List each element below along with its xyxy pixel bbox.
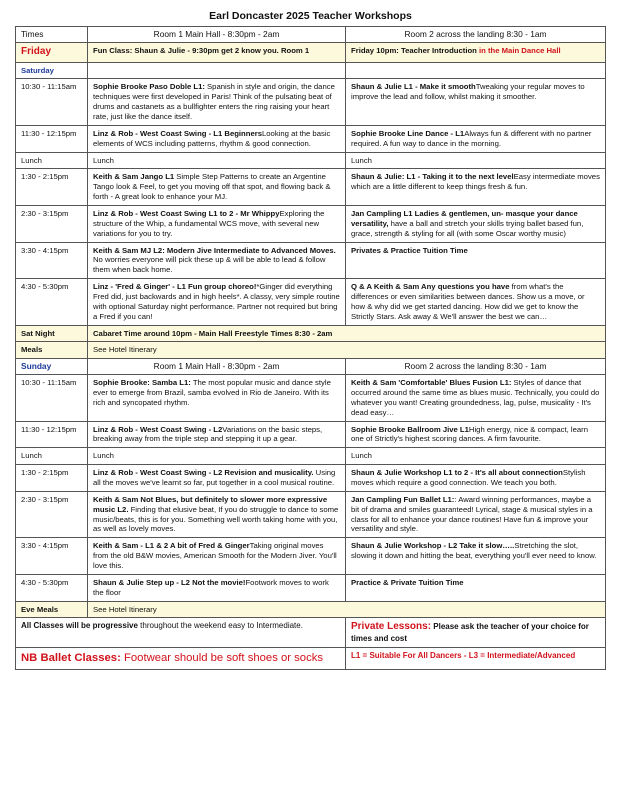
time-cell: 2:30 - 3:15pm (16, 206, 88, 243)
class-description: High energy, nice & compact, learn one of Strictly's highest scoring dances. A firm favourite. (351, 424, 588, 444)
sunday-slot-row (16, 574, 606, 601)
page-title: Earl Doncaster 2025 Teacher Workshops (209, 10, 412, 22)
class-title: Sophie Brooke: Samba L1: (93, 378, 191, 388)
class-description: Taking original moves from the old B&W movies, American Smooth for the Modern Jiver. You'll love this. (93, 541, 337, 570)
sat-night-text (88, 325, 606, 342)
saturday-slot-row (16, 206, 606, 243)
sunday-slot-row (16, 465, 606, 492)
class-title: Keith & Sam - L1 & 2 A bit of Fred & Ginger (93, 541, 250, 551)
saturday-slot-row (16, 125, 606, 152)
sunday-slot-row (16, 421, 606, 448)
class-title: Q & A Keith & Sam Any questions you have (351, 282, 510, 292)
room1-cell (88, 538, 346, 575)
footer-row-1 (16, 618, 606, 648)
class-title: Linz & Rob - West Coast Swing - L2 (93, 424, 223, 434)
progressive-note (16, 618, 346, 648)
room2-header: Room 2 across the landing 8:30 - 1am (346, 27, 606, 43)
room1-cell (88, 242, 346, 279)
time-cell: 2:30 - 3:15pm (16, 491, 88, 537)
room1-cell (88, 152, 346, 169)
class-title: Privates & Practice Tuition Time (351, 245, 468, 255)
room1-cell (88, 448, 346, 465)
class-description: : Award winning performances, maybe a bit of drama and smiles guaranteed! Lyrical, stage & musical styles in a class for all to enhance your dance routines! Have fun & improve your versatility and style. (351, 494, 593, 534)
saturday-label-text: Saturday (21, 65, 54, 75)
sunday-room1-header: Room 1 Main Hall - 8:30pm - 2am (88, 359, 346, 375)
class-description: Using all the moves we've learnt so far, put together in a cool musical routine. (93, 468, 336, 487)
eve-meals (16, 601, 606, 618)
room1-cell (88, 491, 346, 537)
ballet-note (16, 648, 346, 669)
room2-cell (346, 279, 606, 325)
friday-room1 (88, 42, 346, 62)
room2-cell (346, 465, 606, 492)
private-lessons-note (346, 618, 606, 648)
time-cell: 4:30 - 5:30pm (16, 574, 88, 601)
time-cell: Lunch (16, 152, 88, 169)
sat-night (16, 325, 606, 342)
eve-meals-text (88, 601, 606, 618)
class-title: Shaun & Julie Step up - L2 Not the movie! (93, 577, 246, 587)
progressive-bold: All Classes will be progressive (21, 621, 138, 631)
progressive-text: throughout the weekend easy to Intermediate. (137, 621, 303, 631)
class-title: Sophie Brooke Ballroom Jive L1 (351, 424, 469, 434)
class-title: Shaun & Julie Workshop L1 to 2 - It's all about connection (351, 468, 563, 478)
meals-label-text: Meals (21, 345, 43, 355)
ballet-text: Footwear should be soft shoes or socks (120, 652, 324, 665)
room1-cell (88, 465, 346, 492)
sat-night-label-text: Sat Night (21, 328, 55, 338)
class-description: Stylish moves which require a good connection. We teach you both. (351, 468, 586, 487)
sunday-label-text: Sunday (21, 361, 52, 372)
saturday-label (16, 62, 88, 79)
private-lessons-text: Please ask the teacher of your choice for times and cost (351, 622, 589, 644)
friday-room2-highlight: in the Main Dance Hall (476, 45, 561, 55)
room2-cell (346, 375, 606, 421)
room1-cell (88, 206, 346, 243)
room2-cell (346, 79, 606, 125)
class-title: Linz & Rob - West Coast Swing L1 to 2 - Mr Whippy (93, 209, 280, 218)
class-description: from what's the differences or even similarities between dances. Show us a move, or how & why did we get started dancing. How did we get to know the Strictly Stars. Ask away & We'll answer the best we can… (351, 282, 585, 321)
room1-cell (88, 421, 346, 448)
class-title: Linz & Rob - West Coast Swing - L2 Revision and musicality. (93, 468, 314, 478)
ballet-label: NB Ballet Classes: (21, 652, 121, 665)
private-lessons-label: Private Lessons: (351, 621, 432, 633)
time-cell: 11:30 - 12:15pm (16, 421, 88, 448)
class-title: Keith & Sam Not Blues, but definitely to slower more expressive music L2. (93, 494, 328, 514)
room2-cell (346, 206, 606, 243)
room2-cell (346, 491, 606, 537)
class-title: Linz - 'Fred & Ginger' - L1 Fun group choreo! (93, 282, 257, 292)
eve-meals-label-text: Eve Meals (21, 604, 59, 614)
class-description: Lunch (93, 155, 114, 165)
saturday-slot-row (16, 242, 606, 279)
class-description: Footwork moves to work the floor (93, 577, 329, 597)
meals-text (88, 342, 606, 359)
class-description: Lunch (93, 451, 114, 461)
class-description: *Ginger did everything Fred did, just backwards and in high heels*. A classy, very simple routine with optional Saturday night performance. Partner not required but bring a Fred if you can! (93, 282, 340, 321)
class-description: Styles of dance that occurred around the same time as blues music. Technically, you could do whatever you want! Creating groundedness, lag, pulse, musicality - It's dead easy… (351, 378, 600, 417)
class-description: No worries everyone will pick these up & will be able to lead & follow them when back home. (93, 255, 326, 275)
class-description: Easy intermediate moves which are a little different to keep things fresh & fun. (351, 172, 600, 192)
room2-cell (346, 574, 606, 601)
room2-cell (346, 152, 606, 169)
class-description: Simple Step Patterns to create an Argentine Tango look & Feel, to get you moving off that spot, and flowing back & forth - A great look to enhance your MJ. (93, 172, 331, 202)
time-cell: 11:30 - 12:15pm (16, 125, 88, 152)
friday-row (16, 42, 606, 62)
room1-cell (88, 574, 346, 601)
room2-cell (346, 448, 606, 465)
room1-cell (88, 375, 346, 421)
time-cell: Lunch (16, 448, 88, 465)
sunday-slot-row (16, 375, 606, 421)
class-description: Lunch (351, 155, 372, 165)
empty-cell (346, 62, 606, 79)
sunday-slot-row (16, 448, 606, 465)
class-title: Jan Campling Fun Ballet L1: (351, 494, 455, 504)
friday-room1-text: Fun Class: Shaun & Julie - 9:30pm get 2 know you. Room 1 (93, 45, 310, 55)
time-cell: 3:30 - 4:15pm (16, 538, 88, 575)
room2-cell (346, 169, 606, 206)
class-title: Sophie Brooke Paso Doble L1: (93, 82, 205, 92)
saturday-slot-row (16, 279, 606, 325)
levels-text: L1 = Suitable For All Dancers - L3 = Intermediate/Advanced (351, 651, 576, 661)
friday-label: Friday (16, 42, 88, 62)
class-description: Exploring the structure of the Whip, a fundamental WCS move, with several new variations for you to try. (93, 209, 325, 238)
time-cell: 3:30 - 4:15pm (16, 242, 88, 279)
room1-cell (88, 279, 346, 325)
saturday-slot-row (16, 169, 606, 206)
sunday-slot-row (16, 538, 606, 575)
class-title: Keith & Sam Jango L1 (93, 172, 175, 182)
time-cell: 10:30 - 11:15am (16, 79, 88, 125)
sunday-header-row (16, 359, 606, 375)
workshop-table (15, 26, 606, 670)
class-description: Variations on the basic steps, breaking away from the triple step and stepping it up a gear. (93, 424, 323, 444)
room1-cell (88, 125, 346, 152)
room2-cell (346, 125, 606, 152)
sunday-slot-row (16, 491, 606, 537)
saturday-slot-row (16, 79, 606, 125)
empty-cell (88, 62, 346, 79)
class-description: Tweaking your regular moves to improve the lead and follow, whilst making it smoother. (351, 82, 585, 102)
header-row (16, 27, 606, 43)
class-title: Keith & Sam 'Comfortable' Blues Fusion L1: (351, 378, 512, 388)
meals-value: See Hotel Itinerary (93, 345, 157, 355)
saturday-row (16, 62, 606, 79)
class-title: Practice & Private Tuition Time (351, 577, 464, 587)
class-description: Stretching the slot, slowing it down and hitting the beat, everything you'll ever need to know. (351, 541, 597, 561)
eve-meals-value: See Hotel Itinerary (93, 604, 157, 614)
levels-note (346, 648, 606, 669)
friday-room2-text: Friday 10pm: Teacher Introduction (351, 45, 477, 55)
room1-cell (88, 79, 346, 125)
sat-night-label (16, 325, 88, 342)
class-title: Jan Campling L1 Ladies & gentlemen, un- masque your dance versatility, (351, 209, 578, 228)
meals (16, 342, 606, 359)
time-cell: 10:30 - 11:15am (16, 375, 88, 421)
class-description: Looking at the basic elements of WCS including patterns, rhythm & good connection. (93, 128, 331, 148)
room2-cell (346, 242, 606, 279)
sunday-room2-header: Room 2 across the landing 8:30 - 1am (346, 359, 606, 375)
room1-header: Room 1 Main Hall - 8:30pm - 2am (88, 27, 346, 43)
class-description: Spanish in style and origin, the dance techniques were first developed in Paris! Think of the pulsating beat of drums and castanets as a bullfighter enters the ring raising your heart rate, just like the dance itself. (93, 82, 335, 121)
time-cell: 1:30 - 2:15pm (16, 465, 88, 492)
meals-label (16, 342, 88, 359)
class-title: Shaun & Julie: L1 - Taking it to the next level (351, 172, 514, 182)
class-title: Keith & Sam MJ L2: Modern Jive Intermediate to Advanced Moves. (93, 245, 336, 255)
class-description: The most popular music and dance style ever to emerge from Brazil, samba evolved in Rio de Janeiro. With its rich and syncopated rhythm. (93, 378, 331, 407)
time-cell: 1:30 - 2:15pm (16, 169, 88, 206)
sunday-label (16, 359, 88, 375)
friday-room2 (346, 42, 606, 62)
room2-cell (346, 421, 606, 448)
footer-row-2 (16, 648, 606, 669)
room2-cell (346, 538, 606, 575)
saturday-slot-row (16, 152, 606, 169)
class-description: Lunch (351, 451, 372, 461)
eve-meals-label (16, 601, 88, 618)
class-title: Sophie Brooke Line Dance - L1 (351, 128, 465, 138)
class-description: have a ball and stretch your skills trying ballet based fun, grace, strength & styling for all (with some Oscar worthy music) (351, 218, 584, 238)
time-cell: 4:30 - 5:30pm (16, 279, 88, 325)
class-title: Linz & Rob - West Coast Swing - L1 Beginners (93, 128, 262, 138)
class-title: Shaun & Julie Workshop - L2 Take it slow….. (351, 541, 515, 551)
room1-cell (88, 169, 346, 206)
sat-night-value: Cabaret Time around 10pm - Main Hall Freestyle Times 8:30 - 2am (93, 328, 333, 338)
times-header: Times (16, 27, 88, 43)
class-title: Shaun & Julie L1 - Make it smooth (351, 82, 476, 92)
class-description: Finding that elusive beat, If you do struggle to dance to some music/beats, this is for you. Something well worth taking home with you, as well as lovely moves. (93, 504, 339, 534)
class-description: Always fun & different with no partner required. A fun way to dance in the morning. (351, 128, 592, 148)
